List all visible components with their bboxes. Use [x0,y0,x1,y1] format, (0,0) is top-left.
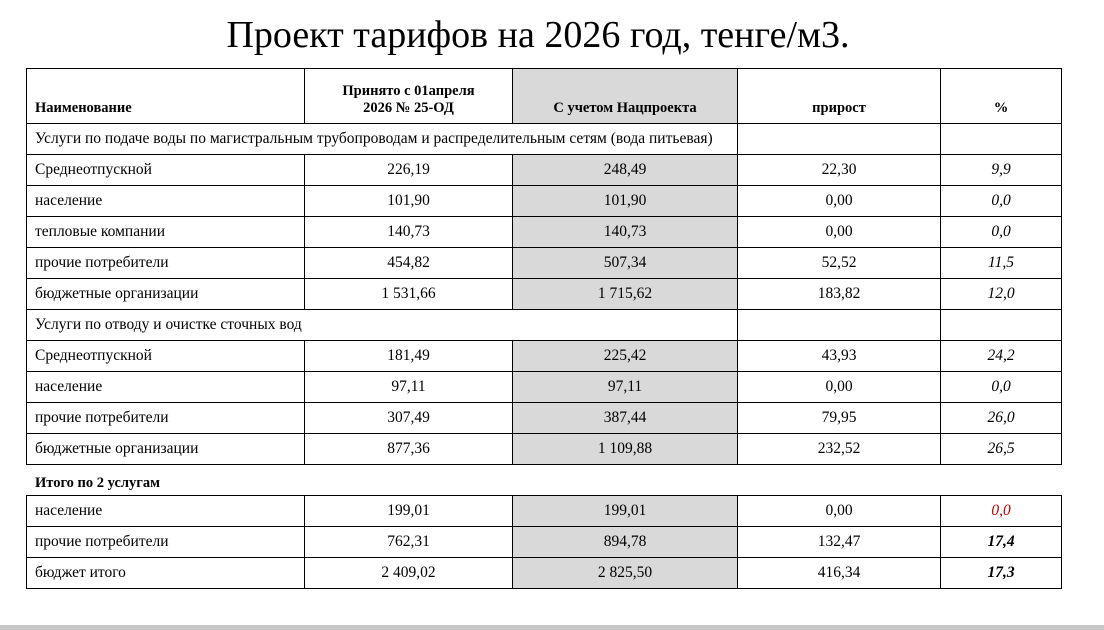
bottom-scroll-bar [0,625,1104,630]
table-row [27,496,1062,527]
row-growth: 0,00 [738,496,941,527]
section-title: Услуги по подаче воды по магистральным трубопроводам и распределительным сетям (вода питьевая) [27,124,738,155]
row-growth: 22,30 [738,155,941,186]
table-row [27,434,1062,465]
row-percent: 9,9 [941,155,1062,186]
row-growth: 0,00 [738,217,941,248]
row-accepted: 877,36 [305,434,513,465]
row-name: прочие потребители [27,527,305,558]
row-name: прочие потребители [27,248,305,279]
row-accepted: 199,01 [305,496,513,527]
row-project: 248,49 [513,155,738,186]
row-growth: 52,52 [738,248,941,279]
row-accepted: 454,82 [305,248,513,279]
row-percent: 26,5 [941,434,1062,465]
header-percent: % [941,69,1062,124]
header-accepted-line2: 2026 № 25-ОД [363,100,454,116]
row-project: 1 715,62 [513,279,738,310]
tariff-table [26,68,1062,589]
row-growth: 0,00 [738,186,941,217]
row-growth: 79,95 [738,403,941,434]
header-growth: прирост [738,69,941,124]
row-accepted: 1 531,66 [305,279,513,310]
header-with-project: С учетом Нацпроекта [513,69,738,124]
row-name: тепловые компании [27,217,305,248]
section-row [27,124,1062,155]
totals-title: Итого по 2 услугам [27,465,1062,496]
table-row [27,248,1062,279]
row-project: 507,34 [513,248,738,279]
page-title: Проект тарифов на 2026 год, тенге/м3. [226,14,850,56]
row-percent: 11,5 [941,248,1062,279]
row-project: 97,11 [513,372,738,403]
row-project: 101,90 [513,186,738,217]
row-accepted: 140,73 [305,217,513,248]
row-accepted: 226,19 [305,155,513,186]
row-name: бюджет итого [27,558,305,589]
table-row [27,403,1062,434]
table-row [27,217,1062,248]
row-name: прочие потребители [27,403,305,434]
header-name: Наименование [27,69,305,124]
row-accepted: 307,49 [305,403,513,434]
empty-cell [738,310,941,341]
row-accepted: 101,90 [305,186,513,217]
row-accepted: 2 409,02 [305,558,513,589]
table-row [27,186,1062,217]
section-title: Услуги по отводу и очистке сточных вод [27,310,738,341]
row-name: население [27,496,305,527]
row-growth: 43,93 [738,341,941,372]
empty-cell [941,310,1062,341]
table-row [27,527,1062,558]
empty-cell [941,124,1062,155]
empty-cell [738,124,941,155]
row-project: 1 109,88 [513,434,738,465]
row-percent: 24,2 [941,341,1062,372]
row-name: Среднеотпускной [27,155,305,186]
header-accepted-line1: Принято с 01апреля [342,83,475,99]
row-percent: 0,0 [941,496,1062,527]
row-project: 199,01 [513,496,738,527]
table-row [27,155,1062,186]
totals-heading-row [27,465,1062,496]
row-percent: 17,4 [941,527,1062,558]
row-percent: 12,0 [941,279,1062,310]
row-percent: 26,0 [941,403,1062,434]
row-name: бюджетные организации [27,434,305,465]
row-name: бюджетные организации [27,279,305,310]
row-name: Среднеотпускной [27,341,305,372]
row-project: 140,73 [513,217,738,248]
table-row [27,372,1062,403]
row-growth: 416,34 [738,558,941,589]
table-row [27,558,1062,589]
table-row [27,341,1062,372]
row-project: 894,78 [513,527,738,558]
row-project: 225,42 [513,341,738,372]
row-growth: 183,82 [738,279,941,310]
row-growth: 132,47 [738,527,941,558]
row-project: 2 825,50 [513,558,738,589]
row-name: население [27,372,305,403]
row-growth: 0,00 [738,372,941,403]
table-row [27,279,1062,310]
row-percent: 17,3 [941,558,1062,589]
row-growth: 232,52 [738,434,941,465]
row-percent: 0,0 [941,217,1062,248]
header-accepted [305,69,513,124]
row-project: 387,44 [513,403,738,434]
row-name: население [27,186,305,217]
row-percent: 0,0 [941,372,1062,403]
section-row [27,310,1062,341]
row-accepted: 762,31 [305,527,513,558]
table-header-row [27,69,1062,124]
row-accepted: 181,49 [305,341,513,372]
row-percent: 0,0 [941,186,1062,217]
row-accepted: 97,11 [305,372,513,403]
